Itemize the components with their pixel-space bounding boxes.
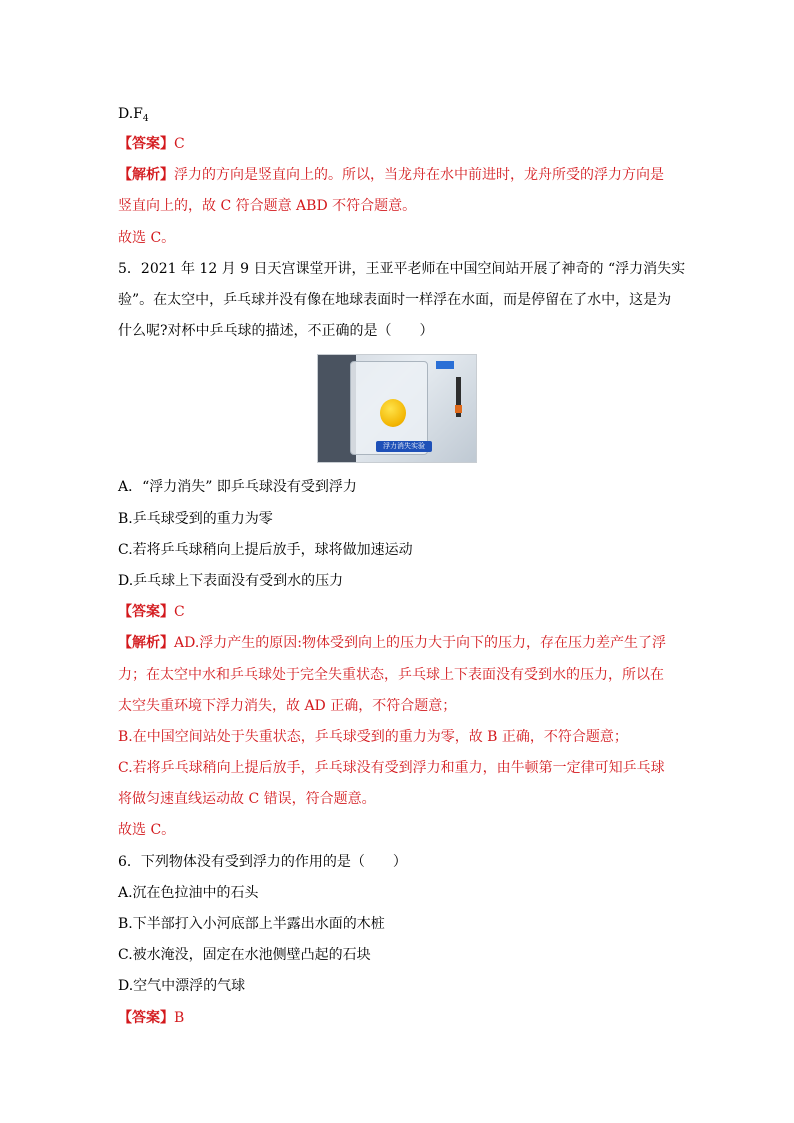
photo-caption-text: 浮力消失实验: [383, 442, 425, 450]
question-5-line: 5．2021 年 12 月 9 日天宫课堂开讲，王亚平老师在中国空间站开展了神奇的 “浮力消失实: [118, 261, 686, 277]
analysis-line-q5: [118, 633, 666, 653]
photo-caption-bar: [376, 441, 432, 452]
photo-broadcast-badge: [436, 361, 454, 369]
space-station-photo: [317, 354, 477, 463]
answer-value: C: [174, 604, 185, 620]
analysis-line: C.若将乒乓球稍向上提后放手，乒乓球没有受到浮力和重力，由牛顿第一定律可知乒乓球: [118, 760, 665, 776]
option-d-text: D.F: [118, 106, 143, 122]
answer-tag: 【答案】: [118, 136, 174, 152]
option-d: D.空气中漂浮的气球: [118, 978, 246, 994]
option-d: D.乒乓球上下表面没有受到水的压力: [118, 573, 344, 589]
analysis-tag: 【解析】: [118, 167, 174, 183]
analysis-tag: 【解析】: [118, 635, 174, 651]
answer-line-q5: [118, 602, 185, 622]
answer-value: C: [174, 136, 185, 152]
answer-tag: 【答案】: [118, 604, 174, 620]
analysis-line-q4: [118, 165, 664, 185]
option-d-subscript: 4: [142, 114, 149, 124]
analysis-line: 竖直向上的，故 C 符合题意 ABD 不符合题意。: [118, 198, 417, 214]
analysis-line: 力；在太空中水和乒乓球处于完全失重状态，乒乓球上下表面没有受到水的压力，所以在: [118, 667, 664, 683]
conclusion-line: 故选 C。: [118, 822, 176, 838]
conclusion-line: 故选 C。: [118, 230, 176, 246]
analysis-line: 太空失重环境下浮力消失，故 AD 正确，不符合题意；: [118, 698, 457, 714]
answer-line-q4: [118, 134, 185, 154]
analysis-line: 将做匀速直线运动故 C 错误，符合题意。: [118, 791, 376, 807]
answer-line-q6: [118, 1008, 184, 1028]
analysis-line: B.在中国空间站处于失重状态，乒乓球受到的重力为零，故 B 正确，不符合题意；: [118, 729, 628, 745]
answer-value: B: [174, 1010, 185, 1026]
photo-ping-pong-ball: [380, 399, 406, 427]
option-a: A.沉在色拉油中的石头: [118, 885, 259, 901]
option-c: C.若将乒乓球稍向上提后放手，球将做加速运动: [118, 542, 413, 558]
question-6-line: 6．下列物体没有受到浮力的作用的是（ ）: [118, 854, 407, 870]
answer-tag: 【答案】: [118, 1010, 174, 1026]
option-b: B.下半部打入小河底部上半露出水面的木桩: [118, 916, 385, 932]
option-a: A．“浮力消失” 即乒乓球没有受到浮力: [118, 479, 357, 495]
question-5-line: 验”。在太空中，乒乓球并没有像在地球表面时一样浮在水面，而是停留在了水中，这是为: [118, 292, 672, 308]
option-d-line: [118, 104, 149, 129]
question-5-line: 什么呢?对杯中乒乓球的描述，不正确的是（ ）: [118, 323, 434, 339]
photo-rod-tip: [455, 405, 462, 413]
option-b: B.乒乓球受到的重力为零: [118, 511, 273, 527]
option-c: C.被水淹没，固定在水池侧壁凸起的石块: [118, 947, 371, 963]
analysis-text: 浮力的方向是竖直向上的。所以，当龙舟在水中前进时，龙舟所受的浮力方向是: [174, 167, 664, 183]
analysis-text: AD.浮力产生的原因:物体受到向上的压力大于向下的压力，存在压力差产生了浮: [174, 635, 667, 651]
